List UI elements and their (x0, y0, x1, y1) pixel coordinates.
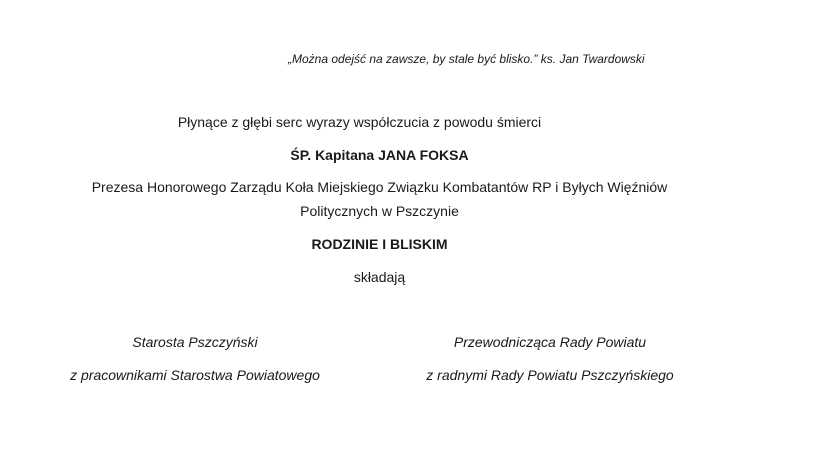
deceased-title-line-2: Politycznych w Pszczynie (300, 203, 459, 219)
signature-right-title: Przewodnicząca Rady Powiatu (453, 334, 647, 350)
signature-left-subtitle: z pracownikami Starostwa Powiatowego (70, 367, 320, 383)
deceased-name: ŚP. Kapitana JANA FOKSA (290, 147, 469, 163)
signature-right-subtitle: z radnymi Rady Powiatu Pszczyńskiego (426, 367, 674, 383)
quote-text: „Można odejść na zawsze, by stale być blisko.” ks. Jan Twardowski (288, 52, 645, 66)
deceased-title-line-1: Prezesa Honorowego Zarządu Koła Miejskiego Związku Kombatantów RP i Byłych Więźniów (91, 179, 668, 195)
recipients-text: RODZINIE I BLISKIM (311, 236, 448, 252)
verb-text: składają (353, 269, 406, 285)
intro-text: Płynące z głębi serc wyrazy współczucia z powodu śmierci (177, 114, 542, 130)
signature-left-title: Starosta Pszczyński (132, 334, 258, 350)
